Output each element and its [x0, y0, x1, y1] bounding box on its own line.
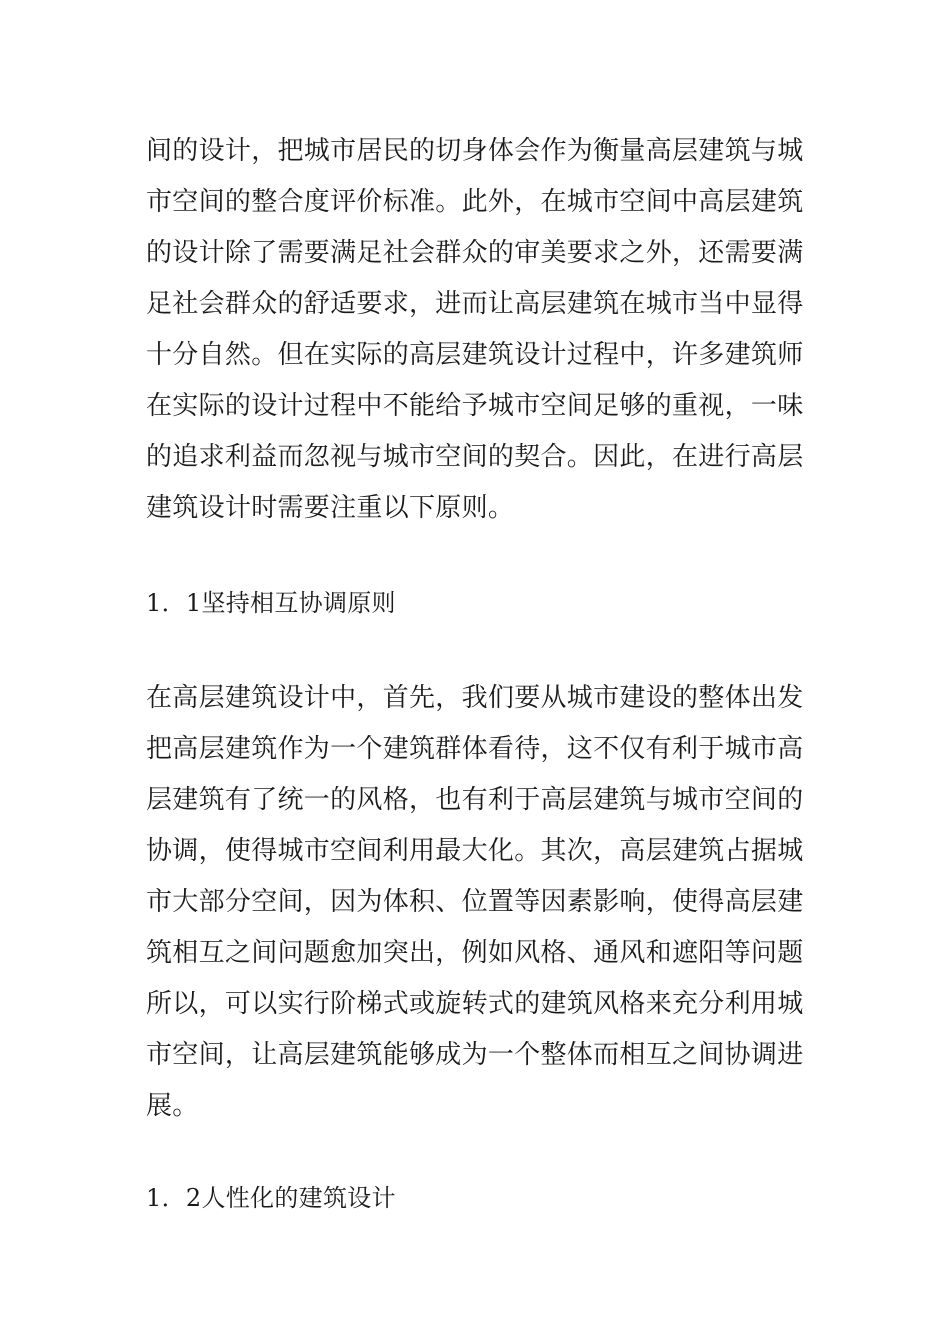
paragraph-line: 的设计除了需要满足社会群众的审美要求之外，还需要满 [146, 238, 804, 268]
paragraph-line: 筑相互之间问题愈加突出，例如风格、通风和遮阳等问题 [146, 938, 804, 968]
paragraph-line: 市大部分空间，因为体积、位置等因素影响，使得高层建 [146, 887, 804, 917]
paragraph-line: 的追求利益而忽视与城市空间的契合。因此，在进行高层 [146, 442, 804, 472]
section-heading-1-1: 1．1坚持相互协调原则 [146, 589, 396, 617]
paragraph-line: 建筑设计时需要注重以下原则。 [146, 493, 515, 523]
paragraph-line: 协调，使得城市空间利用最大化。其次，高层建筑占据城 [146, 836, 804, 866]
paragraph-line: 把高层建筑作为一个建筑群体看待，这不仅有利于城市高 [146, 734, 804, 764]
section-heading-1-2: 1．2人性化的建筑设计 [146, 1184, 396, 1212]
paragraph-line: 足社会群众的舒适要求，进而让高层建筑在城市当中显得 [146, 289, 804, 319]
paragraph-line: 市空间的整合度评价标准。此外，在城市空间中高层建筑 [146, 187, 804, 217]
paragraph-line: 十分自然。但在实际的高层建筑设计过程中，许多建筑师 [146, 340, 804, 370]
paragraph-line: 在高层建筑设计中，首先，我们要从城市建设的整体出发 [146, 683, 804, 713]
paragraph-line: 间的设计，把城市居民的切身体会作为衡量高层建筑与城 [146, 136, 804, 166]
paragraph-line: 在实际的设计过程中不能给予城市空间足够的重视，一味 [146, 391, 804, 421]
paragraph-line: 展。 [146, 1091, 199, 1121]
paragraph-line: 所以，可以实行阶梯式或旋转式的建筑风格来充分利用城 [146, 989, 804, 1019]
paragraph-line: 市空间，让高层建筑能够成为一个整体而相互之间协调进 [146, 1040, 804, 1070]
paragraph-line: 层建筑有了统一的风格，也有利于高层建筑与城市空间的 [146, 785, 804, 815]
